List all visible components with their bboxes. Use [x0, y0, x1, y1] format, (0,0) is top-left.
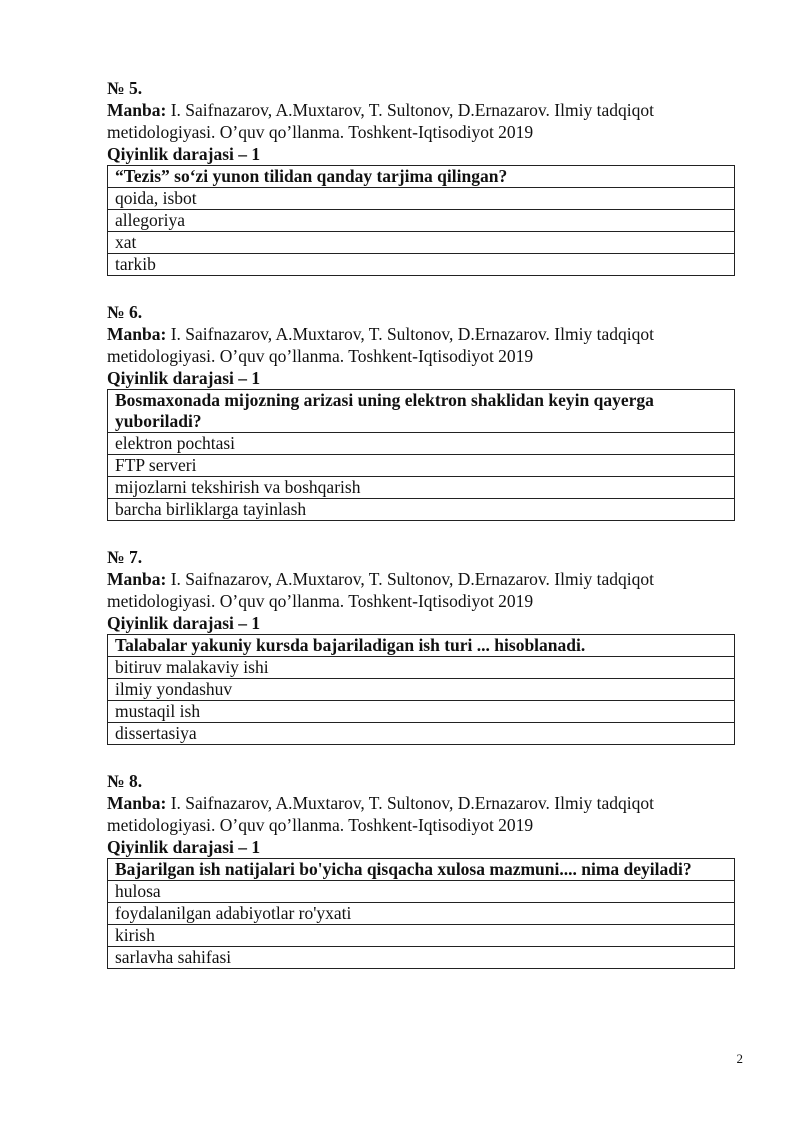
answer-option: hulosa — [108, 881, 735, 903]
answer-option: elektron pochtasi — [108, 433, 735, 455]
document-page — [107, 77, 735, 994]
difficulty-level: Qiyinlik darajasi – 1 — [107, 144, 261, 164]
source-text: I. Saifnazarov, A.Muxtarov, T. Sultonov, D.Ernazarov. Ilmiy tadqiqot — [166, 324, 654, 344]
source-line — [107, 568, 735, 590]
source-label: Manba: — [107, 569, 167, 589]
difficulty-level: Qiyinlik darajasi – 1 — [107, 837, 261, 857]
source-text: I. Saifnazarov, A.Muxtarov, T. Sultonov, D.Ernazarov. Ilmiy tadqiqot — [166, 100, 654, 120]
source-text: I. Saifnazarov, A.Muxtarov, T. Sultonov, D.Ernazarov. Ilmiy tadqiqot — [166, 793, 654, 813]
source-text: I. Saifnazarov, A.Muxtarov, T. Sultonov, D.Ernazarov. Ilmiy tadqiqot — [166, 569, 654, 589]
answer-option: mijozlarni tekshirish va boshqarish — [108, 477, 735, 499]
answer-option: mustaqil ish — [108, 701, 735, 723]
source-label: Manba: — [107, 100, 167, 120]
difficulty-level: Qiyinlik darajasi – 1 — [107, 368, 261, 388]
answer-option: kirish — [108, 925, 735, 947]
question-table — [107, 858, 735, 969]
question-text: “Tezis” so‘zi yunon tilidan qanday tarjima qilingan? — [108, 166, 735, 188]
page-number: 2 — [736, 1051, 743, 1066]
answer-option: FTP serveri — [108, 455, 735, 477]
question-text: Bosmaxonada mijozning arizasi uning elektron shaklidan keyin qayerga yuboriladi? — [108, 390, 735, 433]
source-line — [107, 792, 735, 814]
answer-option: sarlavha sahifasi — [108, 947, 735, 969]
source-text-cont: metidologiyasi. O’quv qo’llanma. Toshkent-Iqtisodiyot 2019 — [107, 591, 534, 611]
source-line — [107, 323, 735, 345]
question-block — [107, 77, 735, 276]
question-block — [107, 301, 735, 521]
question-table — [107, 634, 735, 745]
question-number: № 5. — [107, 78, 143, 98]
source-text-cont: metidologiyasi. O’quv qo’llanma. Toshkent-Iqtisodiyot 2019 — [107, 346, 534, 366]
answer-option: foydalanilgan adabiyotlar ro'yxati — [108, 903, 735, 925]
answer-option: allegoriya — [108, 210, 735, 232]
question-block — [107, 770, 735, 969]
question-table — [107, 389, 735, 521]
source-text-cont: metidologiyasi. O’quv qo’llanma. Toshkent-Iqtisodiyot 2019 — [107, 122, 534, 142]
source-label: Manba: — [107, 793, 167, 813]
question-text: Talabalar yakuniy kursda bajariladigan ish turi ... hisoblanadi. — [108, 635, 735, 657]
question-number: № 7. — [107, 547, 143, 567]
question-text: Bajarilgan ish natijalari bo'yicha qisqacha xulosa mazmuni.... nima deyiladi? — [108, 859, 735, 881]
source-label: Manba: — [107, 324, 167, 344]
question-number: № 8. — [107, 771, 143, 791]
answer-option: xat — [108, 232, 735, 254]
answer-option: qoida, isbot — [108, 188, 735, 210]
difficulty-level: Qiyinlik darajasi – 1 — [107, 613, 261, 633]
answer-option: bitiruv malakaviy ishi — [108, 657, 735, 679]
answer-option: barcha birliklarga tayinlash — [108, 499, 735, 521]
answer-option: dissertasiya — [108, 723, 735, 745]
source-text-cont: metidologiyasi. O’quv qo’llanma. Toshkent-Iqtisodiyot 2019 — [107, 815, 534, 835]
source-line — [107, 99, 735, 121]
question-number: № 6. — [107, 302, 143, 322]
question-block — [107, 546, 735, 745]
question-table — [107, 165, 735, 276]
answer-option: tarkib — [108, 254, 735, 276]
answer-option: ilmiy yondashuv — [108, 679, 735, 701]
